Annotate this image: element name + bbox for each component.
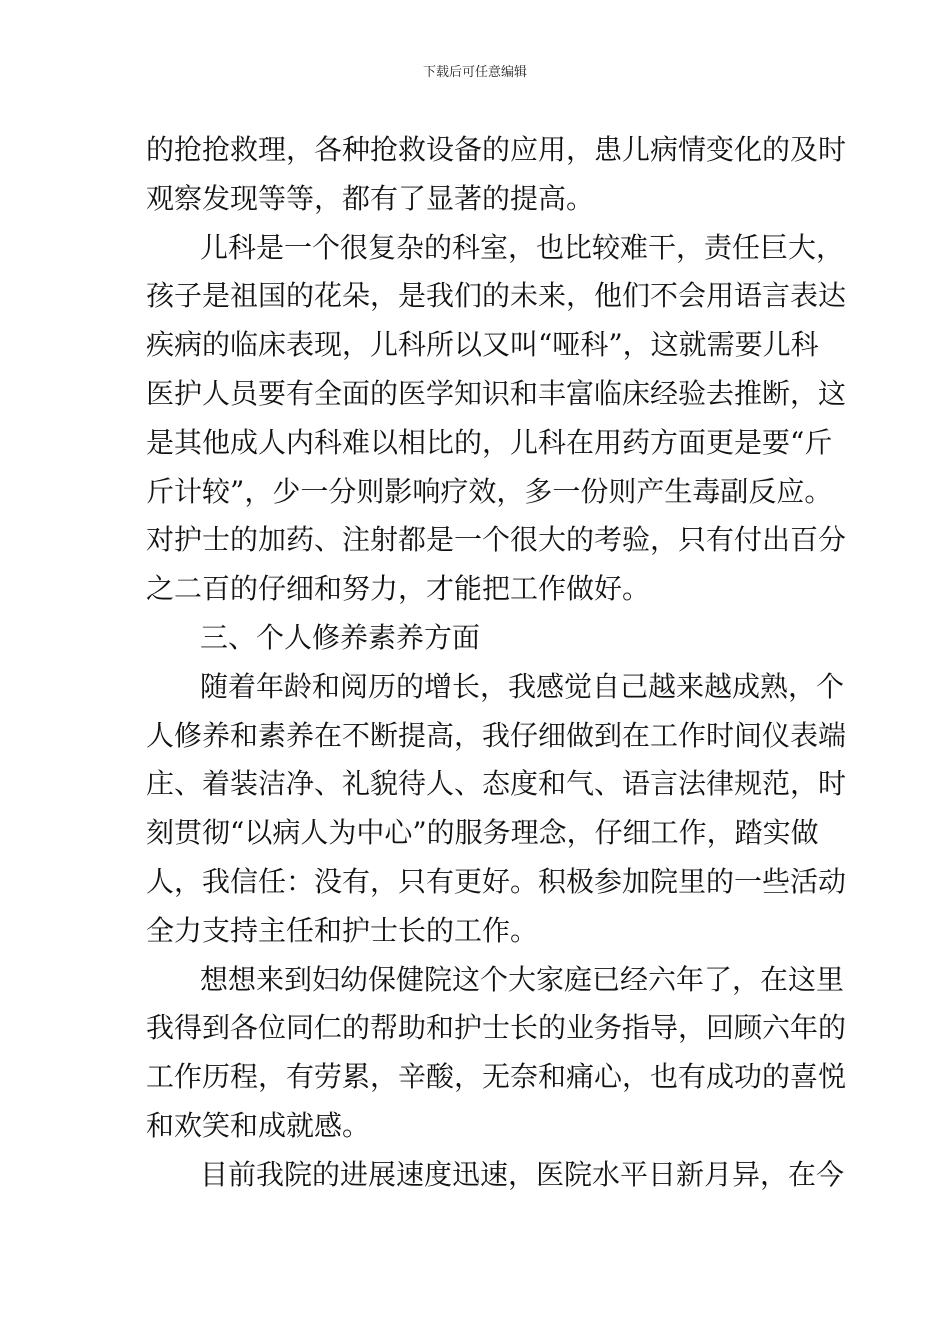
text-line: 之二百的仔细和努力，才能把工作做好。 bbox=[146, 572, 651, 606]
text-line: 对护士的加药、注射都是一个很大的考验，只有付出百分 bbox=[146, 523, 847, 557]
text-line: 人，我信任：没有，只有更好。积极参加院里的一些活动 bbox=[146, 865, 847, 898]
text-line: 我得到各位同仁的帮助和护士长的业务指导，回顾六年的 bbox=[146, 1011, 847, 1045]
text-line: 斤计较”，少一分则影响疗效，多一份则产生毒副反应。 bbox=[146, 474, 833, 508]
text-line: 的抢抢救理，各种抢救设备的应用，患儿病情变化的及时 bbox=[146, 133, 847, 166]
text-line: 目前我院的进展速度迅速，医院水平日新月异，在今 bbox=[200, 1157, 845, 1191]
text-line: 儿科是一个很复杂的科室，也比较难干，责任巨大， bbox=[200, 230, 845, 264]
text-line: 随着年龄和阅历的增长，我感觉自己越来越成熟，个 bbox=[200, 669, 845, 703]
text-line: 是其他成人内科难以相比的，儿科在用药方面更是要“斤 bbox=[146, 425, 833, 459]
text-line: 刻贯彻“以病人为中心”的服务理念，仔细工作，踏实做 bbox=[146, 816, 819, 850]
text-line: 孩子是祖国的花朵，是我们的未来，他们不会用语言表达 bbox=[146, 279, 847, 313]
text-line: 和欢笑和成就感。 bbox=[146, 1109, 371, 1142]
text-line: 全力支持主任和护士长的工作。 bbox=[146, 913, 539, 947]
text-line: 工作历程，有劳累，辛酸，无奈和痛心，也有成功的喜悦 bbox=[146, 1060, 847, 1094]
text-line: 想想来到妇幼保健院这个大家庭已经六年了，在这里 bbox=[200, 962, 845, 996]
text-line: 疾病的临床表现，儿科所以又叫“哑科”，这就需要儿科 bbox=[146, 328, 819, 362]
page-header: 下载后可任意编辑 bbox=[422, 65, 527, 80]
text-line: 医护人员要有全面的医学知识和丰富临床经验去推断，这 bbox=[146, 377, 847, 410]
text-line: 庄、着装洁净、礼貌待人、态度和气、语言法律规范，时 bbox=[146, 767, 847, 801]
text-line: 人修养和素养在不断提高，我仔细做到在工作时间仪表端 bbox=[146, 718, 847, 752]
text-line: 观察发现等等，都有了显著的提高。 bbox=[146, 181, 595, 215]
text-line: 三、个人修养素养方面 bbox=[200, 621, 481, 654]
